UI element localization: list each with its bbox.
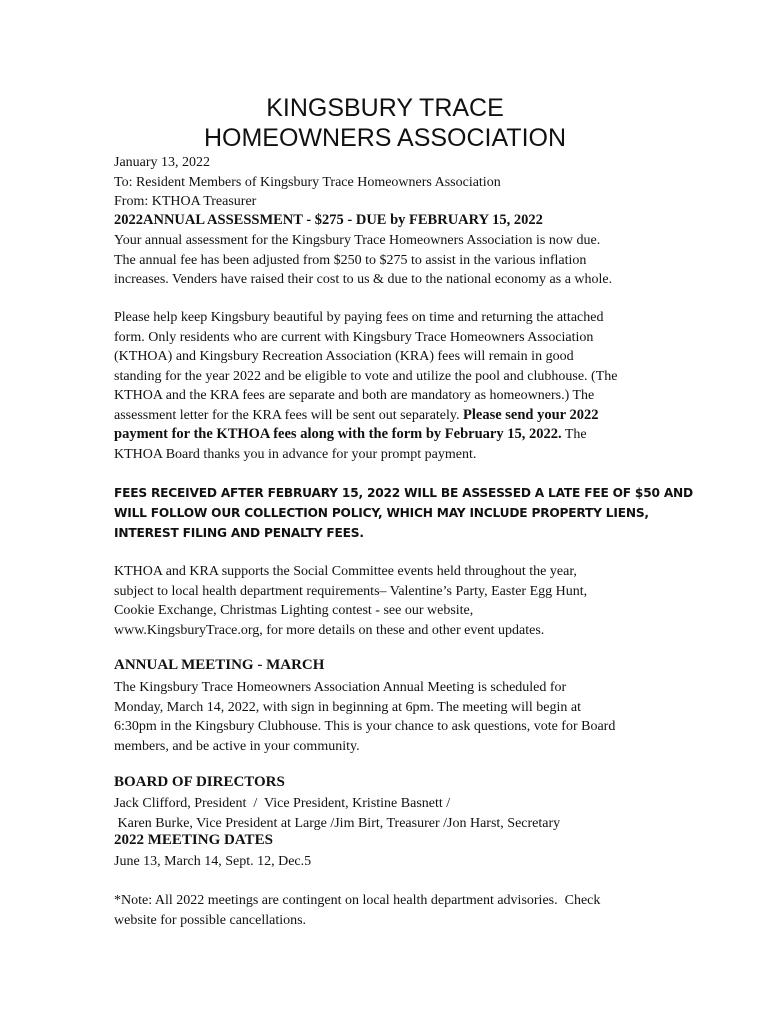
paragraph-line: (KTHOA) and Kingsbury Recreation Association (KRA) fees will remain in good	[114, 349, 574, 364]
paragraph-line: Please help keep Kingsbury beautiful by paying fees on time and returning the attached	[114, 310, 604, 325]
paragraph-text: The	[561, 427, 587, 442]
paragraph-line: Monday, March 14, 2022, with sign in beginning at 6pm. The meeting will begin at	[114, 699, 581, 715]
paragraph-line: members, and be active in your community.	[114, 738, 360, 754]
payment-emphasis: payment for the KTHOA fees along with the form by February 15, 2022.	[114, 426, 562, 442]
paragraph-line: KTHOA and the KRA fees are separate and both are mandatory as homeowners.) The	[114, 388, 595, 403]
meeting-dates-heading: 2022 MEETING DATES	[114, 832, 273, 848]
memo-date: January 13, 2022	[114, 155, 211, 170]
assessment-paragraph	[114, 231, 674, 290]
paragraph-line: The Kingsbury Trace Homeowners Association Annual Meeting is scheduled for	[114, 680, 567, 695]
request-paragraph	[114, 308, 674, 464]
social-paragraph	[114, 562, 674, 640]
late-fee-line: FEES RECEIVED AFTER FEBRUARY 15, 2022 WILL BE ASSESSED A LATE FEE OF $50 AND	[114, 486, 693, 500]
paragraph-line: subject to local health department requirements– Valentine’s Party, Easter Egg Hunt,	[114, 583, 588, 599]
paragraph-line: website for possible cancellations.	[114, 912, 307, 928]
meeting-heading: ANNUAL MEETING - MARCH	[114, 657, 325, 673]
paragraph-line: 6:30pm in the Kingsbury Clubhouse. This is your chance to ask questions, vote for Board	[114, 719, 616, 734]
paragraph-line: form. Only residents who are current with Kingsbury Trace Homeowners Association	[114, 329, 594, 345]
paragraph-text: assessment letter for the KRA fees will be sent out separately.	[114, 407, 463, 423]
paragraph-line: increases. Venders have raised their cost to us & due to the national economy as a whole.	[114, 272, 613, 287]
paragraph-line: The annual fee has been adjusted from $250 to $275 to assist in the various inflation	[114, 252, 587, 268]
late-fee-notice	[114, 483, 693, 543]
paragraph-line: KTHOA Board thanks you in advance for your prompt payment.	[114, 446, 477, 462]
late-fee-line: WILL FOLLOW OUR COLLECTION POLICY, WHICH MAY INCLUDE PROPERTY LIENS,	[114, 506, 649, 520]
payment-emphasis: Please send your 2022	[463, 406, 599, 423]
board-line: Karen Burke, Vice President at Large /Jim Birt, Treasurer /Jon Harst, Secretary	[114, 815, 561, 831]
meeting-dates: June 13, March 14, Sept. 12, Dec.5	[114, 854, 312, 869]
board-members	[114, 794, 674, 833]
paragraph-line: Your annual assessment for the Kingsbury Trace Homeowners Association is now due.	[114, 233, 601, 248]
paragraph-line	[114, 406, 674, 426]
paragraph-line: standing for the year 2022 and be eligible to vote and utilize the pool and clubhouse. (The	[114, 368, 618, 384]
title-line-1: KINGSBURY TRACE	[266, 94, 504, 122]
paragraph-line	[114, 425, 674, 445]
paragraph-line: *Note: All 2022 meetings are contingent on local health department advisories. Check	[114, 893, 601, 908]
assessment-heading: 2022ANNUAL ASSESSMENT - $275 - DUE by FEBRUARY 15, 2022	[114, 212, 543, 228]
board-line: Jack Clifford, President / Vice President, Kristine Basnett /	[114, 796, 451, 811]
note-paragraph	[114, 891, 674, 930]
paragraph-line: KTHOA and KRA supports the Social Committee events held throughout the year,	[114, 564, 577, 579]
paragraph-line: www.KingsburyTrace.org, for more details on these and other event updates.	[114, 622, 545, 638]
board-heading: BOARD OF DIRECTORS	[114, 774, 285, 790]
memo-from: From: KTHOA Treasurer	[114, 194, 257, 209]
meeting-paragraph	[114, 678, 674, 756]
memo-to: To: Resident Members of Kingsbury Trace Homeowners Association	[114, 175, 501, 190]
title-line-2: HOMEOWNERS ASSOCIATION	[203, 124, 567, 152]
paragraph-line: Cookie Exchange, Christmas Lighting contest - see our website,	[114, 603, 474, 618]
late-fee-line: INTEREST FILING AND PENALTY FEES.	[114, 526, 364, 540]
